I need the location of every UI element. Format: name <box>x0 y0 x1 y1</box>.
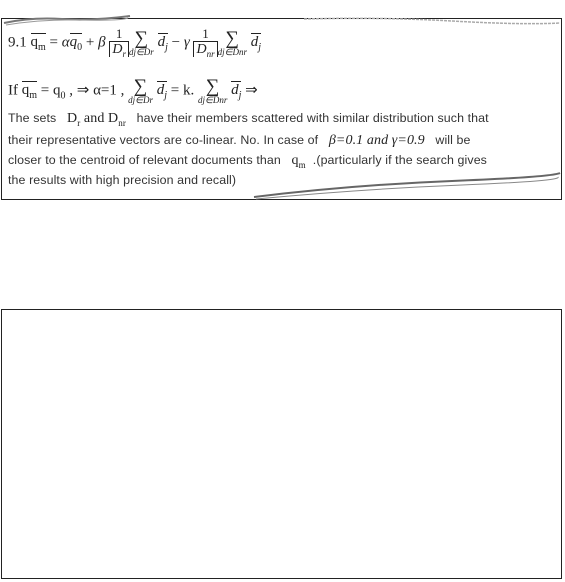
fraction-nonrelevant: $\frac{1}{D_{nr}}$ <box>193 27 217 59</box>
query-original: $q_0$ <box>69 34 83 54</box>
equation-condition: If $q_m = q_0$ , ⇒ α=1 , ∑ dj∈Dr $d_j = k$. ∑ dj∈Dnr $d_j$ ⇒ <box>8 76 258 105</box>
doc-vector-nonrelevant: $d_j$ <box>250 34 261 54</box>
sum-nonrelevant: ∑ dj∈Dnr <box>217 27 247 57</box>
doc-vector-relevant: $d_j$ <box>156 82 168 102</box>
sum-relevant: ∑ dj∈Dr <box>128 27 154 57</box>
paragraph-line-1: The sets $D_r$ and $D_{nr}$ have their members scattered with similar distribution such that <box>8 111 489 128</box>
paragraph-line-3: closer to the centroid of relevant documents than $q_m$ .(particularly if the search gives <box>8 153 487 170</box>
query-modified: $q_m$ <box>21 82 38 102</box>
paragraph-line-2: their representative vectors are co-linear. No. In case of β=0.1 and γ=0.9 will be <box>8 133 471 148</box>
alpha: α <box>61 34 70 51</box>
scribble-bottom <box>252 171 562 201</box>
beta: β <box>98 34 106 51</box>
equation-rocchio: 9.1 $q_m = \alpha q_0 + \beta$ $\frac{1}{D_r}$ ∑ dj∈Dr $d_j - \gamma$ $\frac{1}{D_{nr}}$ ∑ dj∈Dnr $d_j$ <box>8 26 261 59</box>
paragraph-line-4: the results with high precision and recall) <box>8 173 237 187</box>
query-modified: $q_m$ <box>30 34 46 54</box>
gamma: γ <box>183 34 190 51</box>
doc-vector-relevant: $d_j$ <box>157 34 168 54</box>
sum-nonrelevant: ∑ dj∈Dnr <box>197 76 228 105</box>
fraction-relevant: $\frac{1}{D_r}$ <box>109 27 129 59</box>
doc-vector-nonrelevant: $d_j$ <box>231 82 242 102</box>
answer-panel <box>1 18 562 200</box>
equation-number: 9.1 <box>8 34 27 51</box>
sum-relevant: ∑ dj∈Dr <box>128 76 153 105</box>
scribble-top-right <box>302 15 562 25</box>
scribble-top-left <box>2 13 132 27</box>
empty-answer-box <box>1 309 562 579</box>
